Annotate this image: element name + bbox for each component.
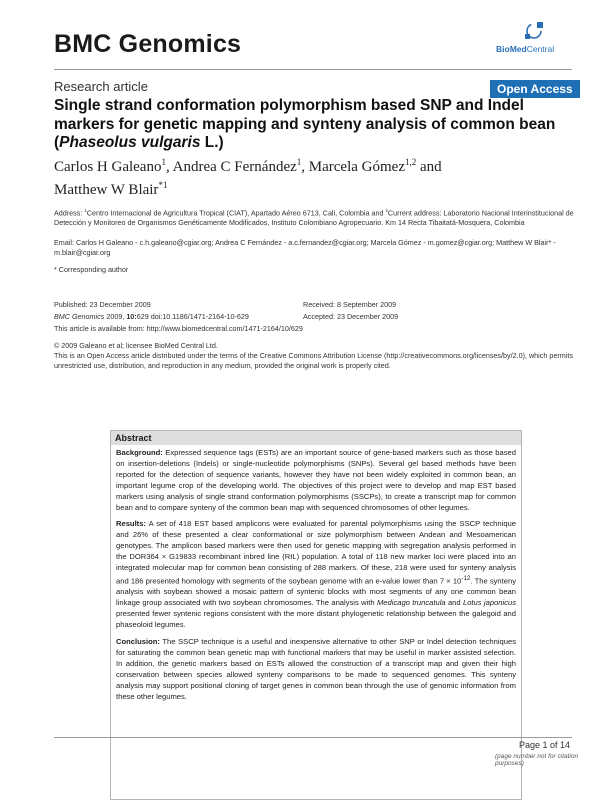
author-list: Carlos H Galeano$^1$, Andrea C Fernández$^1$, Marcela Gómez$^{1,2}$ and Matthew W Blair$^{*1}$ bbox=[54, 157, 442, 198]
biomed-logo-icon bbox=[523, 20, 545, 42]
article-type: Research article bbox=[54, 79, 148, 94]
license-text: This is an Open Access article distributed under the terms of the Creative Commons Attribution License (http://creativecommons.org/licenses/by/2.0), which permits unrestricted use, distribution, and reproduction in any medium, provided the original work is properly cited. bbox=[54, 351, 573, 370]
abstract-results: Results: A set of 418 EST based amplicons were evaluated for parental polymorphisms using the SSCP technique and 26% of these presented a clear conformational or size polymorphism between Andean and Mesoamerican genotypes. The amplicon based markers were then used for genetic mapping with segregation analysis performed in the DOR364 × G19833 recombinant inbred line (RIL) population. A total of 118 new marker loci were placed into an integrated molecular map for common bean consisting of 288 markers. Of these, 218 were used for synteny analysis and 186 presented homology with segments of the soybean genome with an e-value lower than $7 \times 10^{-12}$. The synteny analysis with soybean showed a mosaic pattern of syntenic blocks with most segments of any one common bean linkage group associated with two soybean chromosomes. The analysis with Medicago truncatula and Lotus japonicus presented fewer syntenic regions consistent with the more distant phylogenetic relationship between the galegoid and phaseoloid legumes. bbox=[116, 519, 517, 630]
article-url[interactable]: This article is available from: http://www.biomedcentral.com/1471-2164/10/629 bbox=[54, 324, 303, 333]
journal-title: BMC Genomics bbox=[54, 30, 242, 58]
biomed-central-logo bbox=[496, 20, 576, 56]
abstract-conclusion: Conclusion: The SSCP technique is a useful and inexpensive alternative to other SNP or Indel detection techniques for saturating the common bean genetic map with functional markers that may be useful in marker assisted selection. In addition, the genetic markers based on ESTs allowed the construction of a transcript map and given their high conservation between species allowed synteny comparisons to be made to sequenced genomes. This synteny analysis may support positional cloning of target genes in common bean through the use of genomic information from these other legumes. bbox=[116, 637, 516, 701]
author: Marcela Gómez bbox=[308, 159, 405, 175]
article-title: Single strand conformation polymorphism based SNP and Indel markers for genetic mapping and synteny analysis of common bean (Phaseolus vulgaris L.) bbox=[54, 97, 556, 151]
affiliations: Address: $^1$Centro Internacional de Agricultura Tropical (CIAT), Apartado Aéreo 6713, Cali, Colombia and $^2$Current address: Laboratorio Nacional Interinstitucional de Detección y Monitoreo de Organismos Genéticamente Modificados, Instituto Colombiano Agropecuario. Km 14 Recta Tibaitatá-Mosquera, Colombia bbox=[54, 208, 574, 228]
published-date: Published: 23 December 2009 bbox=[54, 300, 151, 309]
citation-line: BMC Genomics 2009, 10:629 doi:10.1186/1471-2164-10-629 bbox=[54, 312, 249, 321]
abstract-box bbox=[110, 430, 522, 800]
author-emails[interactable]: Email: Carlos H Galeano - c.h.galeano@cgiar.org; Andrea C Fernández - a.c.fernandez@cgiar.org; Marcela Gómez - m.gomez@cgiar.org; Matthew W Blair* - m.blair@cgiar.org bbox=[54, 238, 556, 257]
publisher-name: BioMedCentral bbox=[496, 44, 555, 54]
abstract-heading: Abstract bbox=[111, 431, 521, 445]
header-divider bbox=[54, 69, 572, 70]
copyright: © 2009 Galeano et al; licensee BioMed Central Ltd. bbox=[54, 341, 218, 350]
page-number-note: (page number not for citation purposes) bbox=[495, 753, 579, 767]
abstract-background: Background: Expressed sequence tags (ESTs) are an important source of gene-based markers such as those based on insertion-deletions (Indels) or single-nucleotide polymorphisms (SNPs). Several gel based methods have been reported for the detection of sequence variants, however they have not been widely exploited in common bean, an important legume crop of the developing world. The objectives of this project were to develop and map EST based markers using analysis of single strand conformation polymorphisms (SSCPs), to create a transcript map for common bean and to compare synteny of the common bean map with sequenced chromosomes of other legumes. bbox=[116, 448, 516, 512]
received-date: Received: 8 September 2009 bbox=[303, 300, 397, 309]
open-access-badge: Open Access bbox=[490, 80, 580, 98]
footer-divider bbox=[54, 737, 572, 738]
author: Carlos H Galeano bbox=[54, 159, 162, 175]
author: Matthew W Blair bbox=[54, 182, 159, 198]
page-number: Page 1 of 14 bbox=[519, 740, 571, 750]
abstract-body bbox=[116, 448, 516, 708]
title-species: Phaseolus vulgaris bbox=[59, 134, 201, 151]
accepted-date: Accepted: 23 December 2009 bbox=[303, 312, 399, 321]
author: Andrea C Fernández bbox=[172, 159, 297, 175]
corresponding-note: * Corresponding author bbox=[54, 265, 129, 274]
